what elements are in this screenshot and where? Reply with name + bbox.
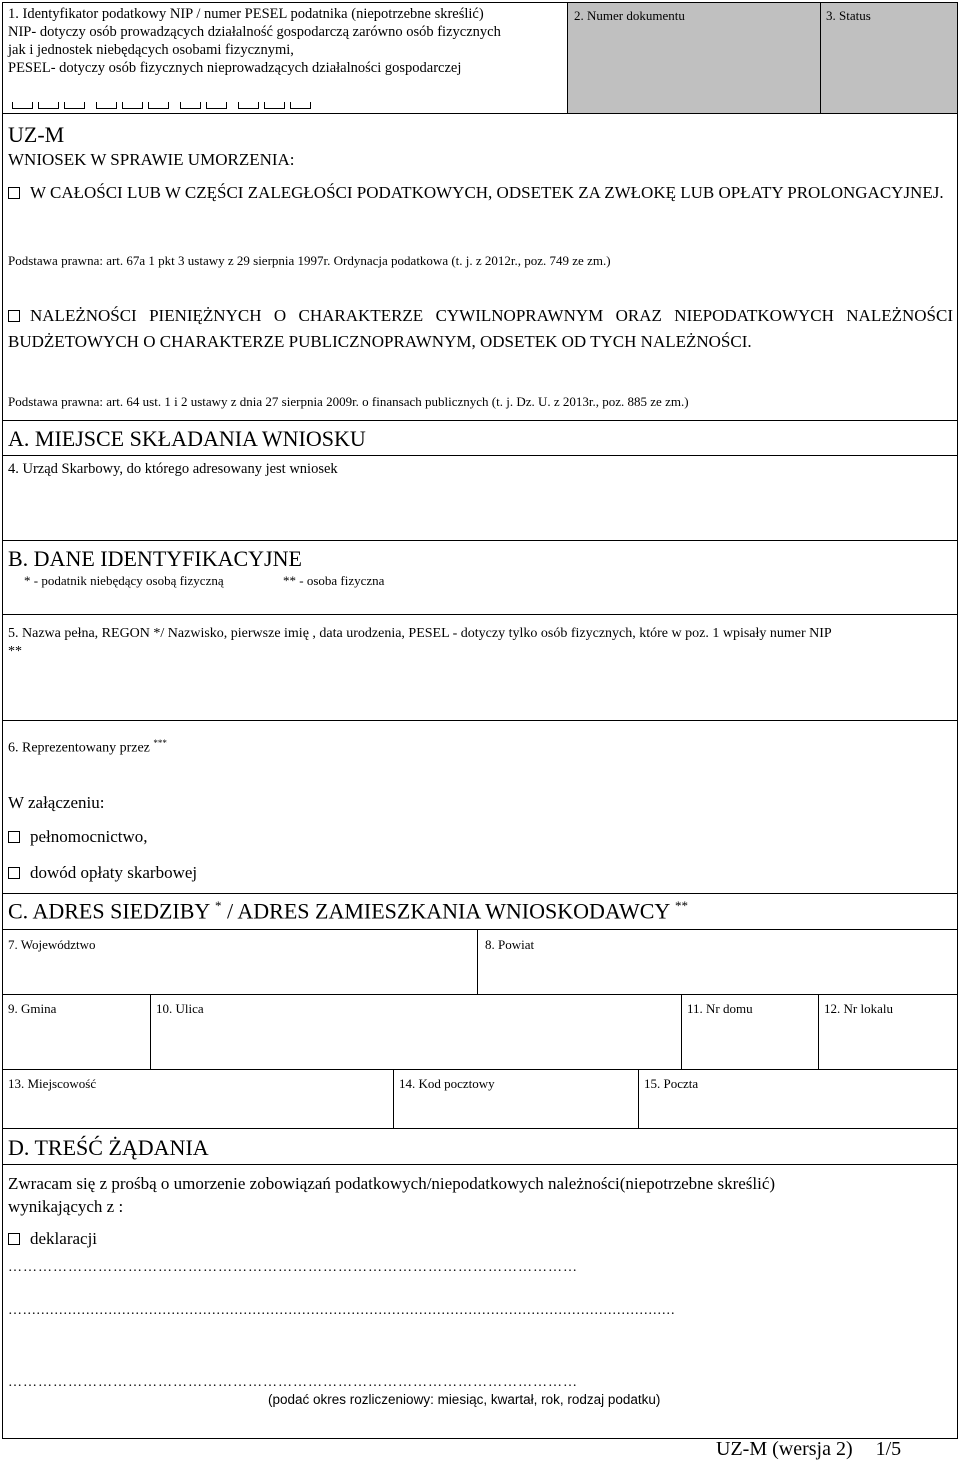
option-tax-arrears[interactable] bbox=[8, 180, 953, 206]
tax-office-label: 4. Urząd Skarbowy, do którego adresowany jest wniosek bbox=[8, 461, 338, 477]
digit-box[interactable] bbox=[290, 102, 311, 109]
dotted-entry-line[interactable]: …………………………………………………………………………………………………… bbox=[8, 1375, 578, 1390]
apartment-number-field[interactable] bbox=[824, 1001, 954, 1066]
divider bbox=[2, 455, 958, 456]
request-body-line: wynikających z : bbox=[8, 1197, 124, 1216]
voivodeship-field[interactable] bbox=[8, 937, 473, 992]
divider bbox=[2, 1164, 958, 1165]
legend-legal-entity: * - podatnik niebędący osobą fizyczną bbox=[24, 573, 224, 588]
identifier-field-label bbox=[8, 5, 563, 77]
dotted-entry-line[interactable]: …................................................................................................................................................. bbox=[8, 1303, 676, 1318]
option-declaration[interactable] bbox=[8, 1229, 97, 1249]
digit-box[interactable] bbox=[180, 102, 201, 109]
option-non-tax-label: NALEŻNOŚCI PIENIĘŻNYCH O CHARAKTERZE CYWILNOPRAWNYM ORAZ NIEPODATKOWYCH NALEŻNOŚCI BUDŻETOWYCH O CHARAKTERZE PUBLICZNOPRAWNYM, ODSETEK OD TYCH NALEŻNOŚCI. bbox=[8, 306, 953, 351]
divider bbox=[150, 994, 151, 1069]
representative-label-text: 6. Reprezentowany przez bbox=[8, 740, 150, 756]
representative-label bbox=[8, 738, 167, 757]
locality-field[interactable] bbox=[8, 1076, 388, 1126]
county-field[interactable] bbox=[485, 937, 953, 992]
form-version: UZ-M (wersja 2) bbox=[716, 1438, 853, 1460]
post-office-label: 15. Poczta bbox=[644, 1076, 699, 1091]
checkbox[interactable] bbox=[8, 831, 20, 843]
footnote-mark: ** bbox=[675, 898, 688, 913]
section-c-title-part: C. ADRES SIEDZIBY bbox=[8, 898, 210, 924]
divider bbox=[2, 614, 958, 615]
digit-box[interactable] bbox=[38, 102, 59, 109]
postal-code-label: 14. Kod pocztowy bbox=[399, 1076, 495, 1091]
house-number-field[interactable] bbox=[687, 1001, 815, 1066]
digit-box[interactable] bbox=[96, 102, 117, 109]
digit-box[interactable] bbox=[12, 102, 33, 109]
divider bbox=[2, 113, 958, 114]
option-tax-arrears-label: W CAŁOŚCI LUB W CZĘŚCI ZALEGŁOŚCI PODATKOWYCH, ODSETEK ZA ZWŁOKĘ LUB OPŁATY PROLONGACYJNEJ. bbox=[30, 183, 944, 202]
identification-data-label bbox=[8, 625, 953, 661]
divider bbox=[2, 1128, 958, 1129]
dotted-entry-line[interactable]: …………………………………………………………………………………………………… bbox=[8, 1260, 578, 1275]
legend-natural-person: ** - osoba fizyczna bbox=[283, 573, 385, 588]
street-label: 10. Ulica bbox=[156, 1001, 204, 1016]
divider bbox=[638, 1069, 639, 1128]
identification-data-field[interactable] bbox=[3, 660, 957, 720]
divider bbox=[681, 994, 682, 1069]
attachment-label: pełnomocnictwo, bbox=[30, 827, 148, 846]
document-number-label: 2. Numer dokumentu bbox=[574, 8, 685, 23]
option-declaration-label: deklaracji bbox=[30, 1229, 98, 1248]
period-hint: (podać okres rozliczeniowy: miesiąc, kwartał, rok, rodzaj podatku) bbox=[268, 1392, 661, 1407]
digit-box[interactable] bbox=[148, 102, 169, 109]
identification-label-line: 5. Nazwa pełna, REGON */ Nazwisko, pierwsze imię , data urodzenia, PESEL - dotyczy tylko osób fizycznych, które w poz. 1 wpisały numer NIP bbox=[8, 626, 832, 641]
footnote-mark: *** bbox=[153, 738, 167, 748]
postal-code-field[interactable] bbox=[399, 1076, 634, 1126]
attachments-label: W załączeniu: bbox=[8, 793, 105, 812]
tax-office-field[interactable] bbox=[3, 482, 957, 540]
digit-box[interactable] bbox=[238, 102, 259, 109]
divider bbox=[2, 720, 958, 721]
divider bbox=[820, 2, 821, 113]
divider bbox=[818, 994, 819, 1069]
checkbox[interactable] bbox=[8, 187, 20, 199]
digit-box[interactable] bbox=[264, 102, 285, 109]
request-body bbox=[8, 1172, 953, 1218]
voivodeship-label: 7. Województwo bbox=[8, 937, 96, 952]
section-a-title: A. MIEJSCE SKŁADANIA WNIOSKU bbox=[8, 426, 366, 451]
divider bbox=[567, 2, 568, 113]
post-office-field[interactable] bbox=[644, 1076, 954, 1126]
county-label: 8. Powiat bbox=[485, 937, 535, 952]
divider bbox=[477, 929, 478, 994]
checkbox[interactable] bbox=[8, 310, 20, 322]
identifier-label-line: 1. Identyfikator podatkowy NIP / numer PESEL podatnika (niepotrzebne skreślić) bbox=[8, 6, 484, 22]
municipality-field[interactable] bbox=[8, 1001, 146, 1066]
locality-label: 13. Miejscowość bbox=[8, 1076, 97, 1091]
option-non-tax-receivables[interactable] bbox=[8, 303, 953, 355]
attachment-label: dowód opłaty skarbowej bbox=[30, 863, 198, 882]
legal-basis-2: Podstawa prawna: art. 64 ust. 1 i 2 ustawy z dnia 27 sierpnia 2009r. o finansach publicznych (t. j. Dz. U. z 2013r., poz. 885 ze zm.) bbox=[8, 394, 689, 409]
street-field[interactable] bbox=[156, 1001, 676, 1066]
checkbox[interactable] bbox=[8, 1233, 20, 1245]
digit-box[interactable] bbox=[206, 102, 227, 109]
form-code: UZ-M bbox=[8, 122, 65, 147]
status-label: 3. Status bbox=[826, 8, 871, 23]
house-number-label: 11. Nr domu bbox=[687, 1001, 753, 1016]
identifier-label-line: PESEL- dotyczy osób fizycznych nieprowadzących działalności gospodarczej bbox=[8, 60, 462, 76]
request-title: WNIOSEK W SPRAWIE UMORZENIA: bbox=[8, 150, 295, 169]
divider bbox=[2, 540, 958, 541]
section-c-title-part: / ADRES ZAMIESZKANIA WNIOSKODAWCY bbox=[226, 898, 670, 924]
identifier-label-line: NIP- dotyczy osób prowadzących działalność gospodarczą zarówno osób fizycznych bbox=[8, 24, 501, 40]
legal-basis-1: Podstawa prawna: art. 67a 1 pkt 3 ustawy z 29 sierpnia 1997r. Ordynacja podatkowa (t. j. z 2012r., poz. 749 ze zm.) bbox=[8, 253, 611, 268]
checkbox[interactable] bbox=[8, 867, 20, 879]
request-body-line: Zwracam się z prośbą o umorzenie zobowiązań podatkowych/niepodatkowych należności(niepotrzebne skreślić) bbox=[8, 1174, 776, 1193]
footer bbox=[716, 1438, 901, 1461]
page-number: 1/5 bbox=[875, 1438, 902, 1460]
section-c-title bbox=[8, 898, 688, 924]
identifier-digit-boxes[interactable] bbox=[12, 96, 316, 114]
apartment-number-label: 12. Nr lokalu bbox=[824, 1001, 893, 1016]
divider bbox=[393, 1069, 394, 1128]
attachment-stamp-duty[interactable] bbox=[8, 863, 197, 883]
divider bbox=[2, 893, 958, 894]
digit-box[interactable] bbox=[64, 102, 85, 109]
attachment-power-of-attorney[interactable] bbox=[8, 827, 148, 847]
identifier-label-line: jak i jednostek niebędących osobami fizycznymi, bbox=[8, 42, 294, 58]
digit-box[interactable] bbox=[122, 102, 143, 109]
divider bbox=[2, 929, 958, 930]
identification-label-line: ** bbox=[8, 644, 22, 659]
section-b-title: B. DANE IDENTYFIKACYJNE bbox=[8, 546, 302, 571]
divider bbox=[2, 1069, 958, 1070]
municipality-label: 9. Gmina bbox=[8, 1001, 57, 1016]
section-d-title: D. TREŚĆ ŻĄDANIA bbox=[8, 1135, 209, 1160]
divider bbox=[2, 420, 958, 421]
footnote-mark: * bbox=[214, 898, 222, 913]
divider bbox=[2, 994, 958, 995]
